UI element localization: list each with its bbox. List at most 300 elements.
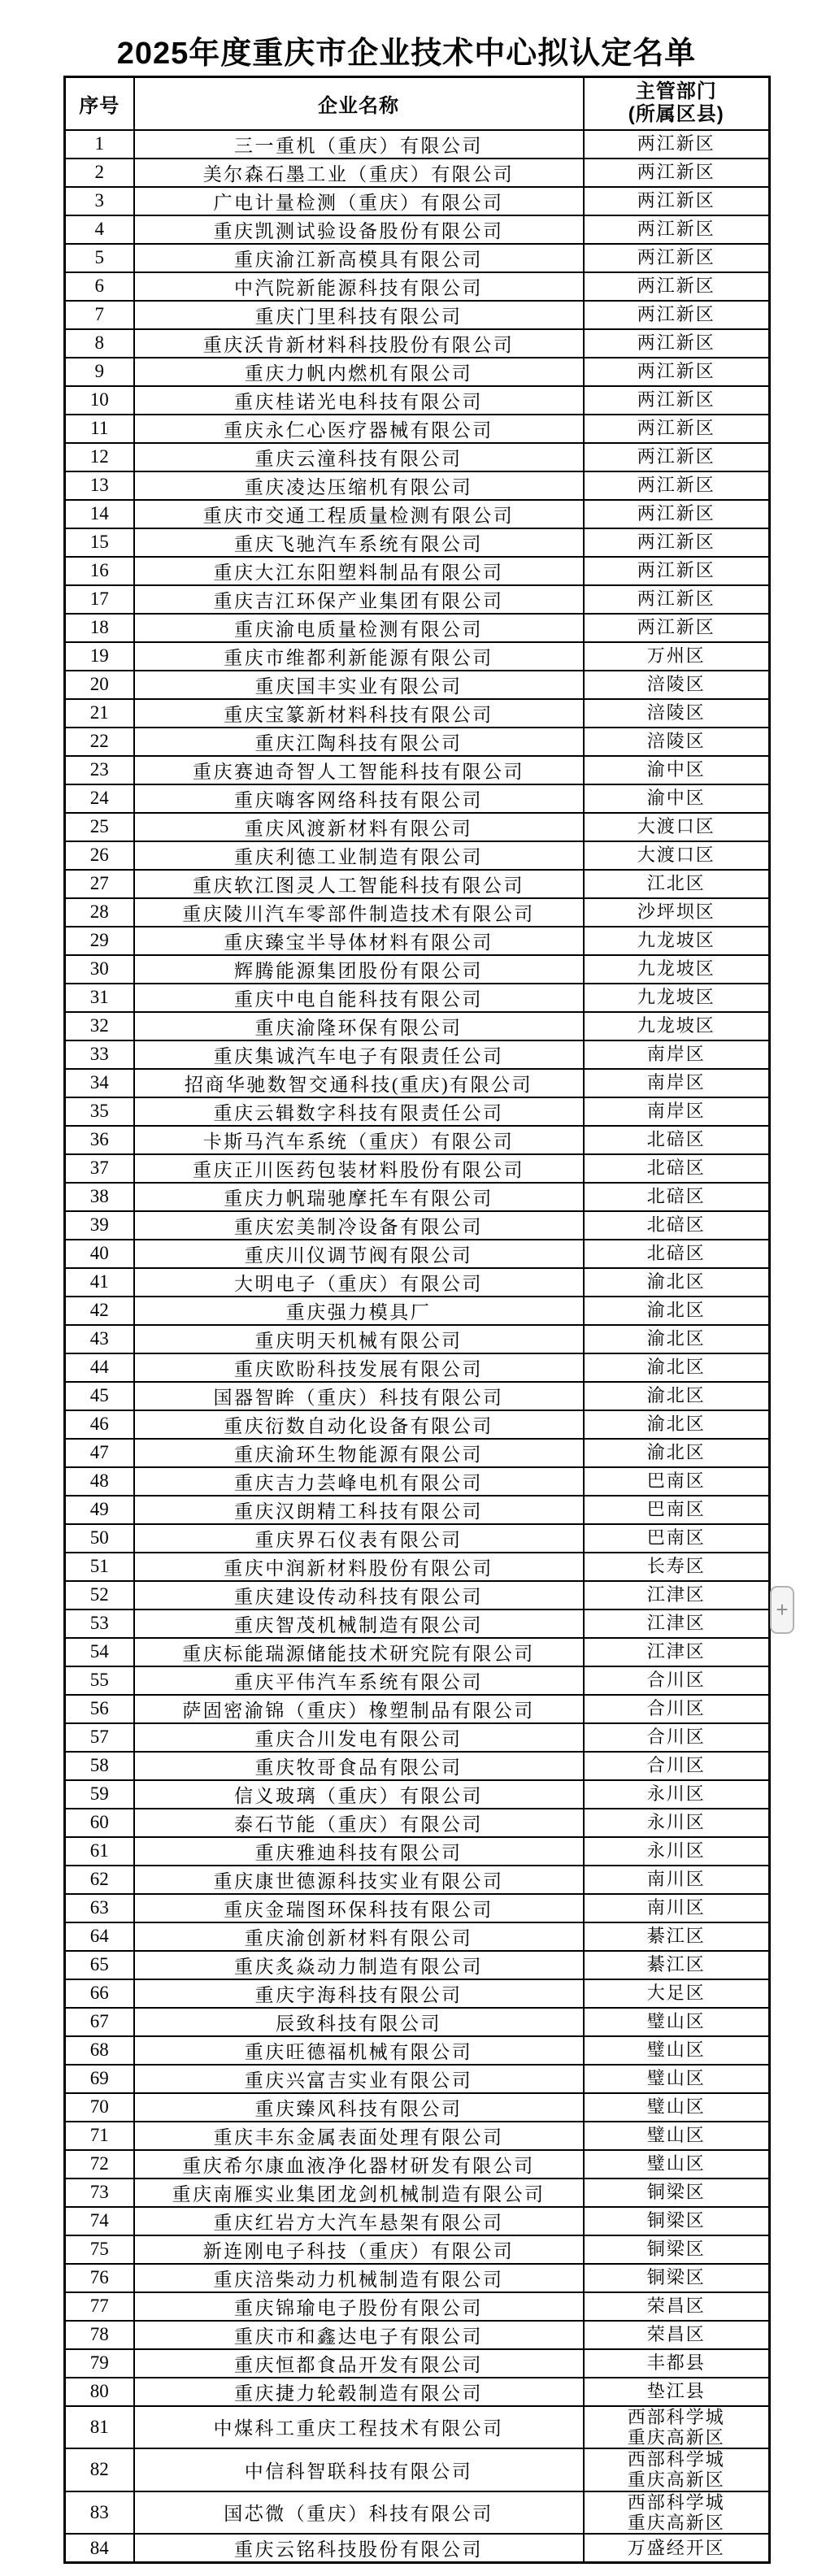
row-company-name: 重庆臻宝半导体材料有限公司 xyxy=(134,927,584,955)
row-company-name: 重庆欧盼科技发展有限公司 xyxy=(134,1353,584,1382)
table-row xyxy=(65,642,770,671)
table-row xyxy=(65,2534,770,2563)
row-district: 涪陵区 xyxy=(584,728,770,756)
row-company-name: 重庆锦瑜电子股份有限公司 xyxy=(134,2292,584,2321)
row-district: 两江新区 xyxy=(584,471,770,500)
row-district: 两江新区 xyxy=(584,301,770,329)
row-seq: 23 xyxy=(65,756,134,784)
row-seq: 39 xyxy=(65,1211,134,1240)
row-company-name: 重庆陵川汽车零部件制造技术有限公司 xyxy=(134,898,584,927)
row-seq: 38 xyxy=(65,1183,134,1211)
row-district: 两江新区 xyxy=(584,585,770,614)
row-seq: 54 xyxy=(65,1638,134,1666)
row-company-name: 重庆希尔康血液净化器材研发有限公司 xyxy=(134,2150,584,2179)
row-seq: 59 xyxy=(65,1780,134,1809)
row-seq: 27 xyxy=(65,870,134,898)
row-company-name: 重庆川仪调节阀有限公司 xyxy=(134,1240,584,1268)
table-row xyxy=(65,2093,770,2122)
row-company-name: 三一重机（重庆）有限公司 xyxy=(134,130,584,159)
table-row xyxy=(65,386,770,415)
row-company-name: 重庆风渡新材料有限公司 xyxy=(134,813,584,841)
row-seq: 65 xyxy=(65,1951,134,1979)
row-company-name: 重庆沃肯新材料科技股份有限公司 xyxy=(134,329,584,358)
row-district-line: 重庆高新区 xyxy=(627,2470,725,2491)
row-seq: 4 xyxy=(65,215,134,244)
row-company-name: 重庆标能瑞源储能技术研究院有限公司 xyxy=(134,1638,584,1666)
row-company-name: 重庆大江东阳塑料制品有限公司 xyxy=(134,557,584,585)
row-district: 北碚区 xyxy=(584,1211,770,1240)
row-company-name: 重庆旺德福机械有限公司 xyxy=(134,2036,584,2065)
row-company-name: 重庆兴富吉实业有限公司 xyxy=(134,2065,584,2093)
row-company-name: 重庆宏美制冷设备有限公司 xyxy=(134,1211,584,1240)
row-company-name: 重庆云辑数字科技有限责任公司 xyxy=(134,1097,584,1126)
table-row xyxy=(65,187,770,215)
row-company-name: 重庆软江图灵人工智能科技有限公司 xyxy=(134,870,584,898)
table-row xyxy=(65,756,770,784)
row-company-name: 重庆桂诺光电科技有限公司 xyxy=(134,386,584,415)
row-seq: 40 xyxy=(65,1240,134,1268)
row-seq: 56 xyxy=(65,1695,134,1723)
row-seq: 2 xyxy=(65,159,134,187)
row-district xyxy=(584,2491,770,2535)
row-district: 两江新区 xyxy=(584,215,770,244)
table-row xyxy=(65,813,770,841)
row-seq: 53 xyxy=(65,1609,134,1638)
row-seq: 47 xyxy=(65,1439,134,1467)
row-seq: 63 xyxy=(65,1894,134,1922)
row-district: 九龙坡区 xyxy=(584,984,770,1012)
row-district: 渝北区 xyxy=(584,1410,770,1439)
row-seq: 1 xyxy=(65,130,134,159)
row-seq: 36 xyxy=(65,1126,134,1154)
row-seq: 44 xyxy=(65,1353,134,1382)
table-row xyxy=(65,443,770,471)
table-row xyxy=(65,2321,770,2349)
row-seq: 61 xyxy=(65,1837,134,1866)
table-row xyxy=(65,671,770,699)
row-company-name: 重庆宝篆新材料科技有限公司 xyxy=(134,699,584,728)
row-district: 垫江县 xyxy=(584,2378,770,2406)
row-district: 两江新区 xyxy=(584,557,770,585)
row-company-name: 重庆平伟汽车系统有限公司 xyxy=(134,1666,584,1695)
row-district: 两江新区 xyxy=(584,272,770,301)
row-company-name: 重庆云潼科技有限公司 xyxy=(134,443,584,471)
row-seq: 52 xyxy=(65,1581,134,1609)
table-row xyxy=(65,415,770,443)
table-row xyxy=(65,614,770,642)
row-district: 南川区 xyxy=(584,1894,770,1922)
row-seq: 48 xyxy=(65,1467,134,1496)
row-district: 北碚区 xyxy=(584,1154,770,1183)
table-row xyxy=(65,1780,770,1809)
row-seq: 19 xyxy=(65,642,134,671)
row-seq: 55 xyxy=(65,1666,134,1695)
row-company-name: 广电计量检测（重庆）有限公司 xyxy=(134,187,584,215)
row-district: 渝北区 xyxy=(584,1439,770,1467)
row-company-name: 信义玻璃（重庆）有限公司 xyxy=(134,1780,584,1809)
row-district: 渝北区 xyxy=(584,1382,770,1410)
row-district: 渝中区 xyxy=(584,784,770,813)
row-district: 璧山区 xyxy=(584,2122,770,2150)
row-seq: 58 xyxy=(65,1752,134,1780)
row-seq: 8 xyxy=(65,329,134,358)
table-row xyxy=(65,2292,770,2321)
table-row xyxy=(65,898,770,927)
row-seq: 31 xyxy=(65,984,134,1012)
row-seq: 5 xyxy=(65,244,134,272)
table-row xyxy=(65,1240,770,1268)
company-table xyxy=(63,76,771,2564)
table-row xyxy=(65,1097,770,1126)
table-row xyxy=(65,1268,770,1297)
row-district: 荣昌区 xyxy=(584,2292,770,2321)
table-row xyxy=(65,2207,770,2235)
row-district: 铜梁区 xyxy=(584,2264,770,2292)
row-district: 璧山区 xyxy=(584,2150,770,2179)
row-company-name: 重庆中电自能科技有限公司 xyxy=(134,984,584,1012)
table-row xyxy=(65,1553,770,1581)
row-company-name: 重庆国丰实业有限公司 xyxy=(134,671,584,699)
row-seq: 66 xyxy=(65,1979,134,2008)
row-seq: 18 xyxy=(65,614,134,642)
row-seq: 9 xyxy=(65,358,134,386)
row-district-line: 西部科学城 xyxy=(627,2406,725,2427)
table-row xyxy=(65,2150,770,2179)
row-company-name: 重庆捷力轮毂制造有限公司 xyxy=(134,2378,584,2406)
header-seq: 序号 xyxy=(65,77,134,130)
row-seq: 17 xyxy=(65,585,134,614)
row-company-name: 重庆渝环生物能源有限公司 xyxy=(134,1439,584,1467)
row-district: 两江新区 xyxy=(584,187,770,215)
row-company-name: 重庆门里科技有限公司 xyxy=(134,301,584,329)
row-seq: 14 xyxy=(65,500,134,528)
row-seq: 70 xyxy=(65,2093,134,2122)
row-company-name: 重庆凌达压缩机有限公司 xyxy=(134,471,584,500)
row-district: 南岸区 xyxy=(584,1069,770,1097)
table-row xyxy=(65,585,770,614)
row-district xyxy=(584,2406,770,2449)
row-district: 渝北区 xyxy=(584,1353,770,1382)
row-seq: 57 xyxy=(65,1723,134,1752)
row-district: 渝北区 xyxy=(584,1325,770,1353)
row-district: 璧山区 xyxy=(584,2008,770,2036)
row-district: 綦江区 xyxy=(584,1951,770,1979)
header-department-line1: 主管部门 xyxy=(635,80,717,102)
row-seq: 72 xyxy=(65,2150,134,2179)
table-row xyxy=(65,1211,770,1240)
row-district: 两江新区 xyxy=(584,358,770,386)
row-district: 巴南区 xyxy=(584,1496,770,1524)
row-seq: 78 xyxy=(65,2321,134,2349)
row-district: 万盛经开区 xyxy=(584,2534,770,2563)
row-district: 巴南区 xyxy=(584,1467,770,1496)
row-district: 荣昌区 xyxy=(584,2321,770,2349)
row-seq: 43 xyxy=(65,1325,134,1353)
row-seq: 34 xyxy=(65,1069,134,1097)
row-seq: 12 xyxy=(65,443,134,471)
row-company-name: 国芯微（重庆）科技有限公司 xyxy=(134,2491,584,2535)
row-district: 铜梁区 xyxy=(584,2179,770,2207)
row-district: 永川区 xyxy=(584,1837,770,1866)
row-seq: 71 xyxy=(65,2122,134,2150)
row-seq: 75 xyxy=(65,2235,134,2264)
table-body xyxy=(65,130,770,2563)
row-district: 两江新区 xyxy=(584,244,770,272)
row-seq: 62 xyxy=(65,1866,134,1894)
row-seq: 60 xyxy=(65,1809,134,1837)
row-seq: 33 xyxy=(65,1040,134,1069)
row-district: 渝北区 xyxy=(584,1268,770,1297)
table-row xyxy=(65,2065,770,2093)
row-district: 綦江区 xyxy=(584,1922,770,1951)
row-seq: 7 xyxy=(65,301,134,329)
table-row xyxy=(65,130,770,159)
row-company-name: 重庆恒都食品开发有限公司 xyxy=(134,2349,584,2378)
row-company-name: 中煤科工重庆工程技术有限公司 xyxy=(134,2406,584,2449)
table-header xyxy=(65,77,770,130)
row-district: 合川区 xyxy=(584,1723,770,1752)
table-row xyxy=(65,301,770,329)
row-seq: 77 xyxy=(65,2292,134,2321)
row-district: 渝北区 xyxy=(584,1297,770,1325)
row-district: 合川区 xyxy=(584,1695,770,1723)
header-department xyxy=(584,77,770,130)
table-row xyxy=(65,2122,770,2150)
table-row xyxy=(65,984,770,1012)
row-seq: 64 xyxy=(65,1922,134,1951)
row-company-name: 重庆智茂机械制造有限公司 xyxy=(134,1609,584,1638)
row-company-name: 重庆金瑞图环保科技有限公司 xyxy=(134,1894,584,1922)
row-district: 合川区 xyxy=(584,1666,770,1695)
row-seq: 84 xyxy=(65,2534,134,2563)
row-seq: 79 xyxy=(65,2349,134,2378)
row-district: 南岸区 xyxy=(584,1040,770,1069)
row-district: 巴南区 xyxy=(584,1524,770,1553)
row-district: 两江新区 xyxy=(584,528,770,557)
row-seq: 3 xyxy=(65,187,134,215)
row-district: 璧山区 xyxy=(584,2093,770,2122)
row-district: 九龙坡区 xyxy=(584,955,770,984)
table-row xyxy=(65,1496,770,1524)
table-row xyxy=(65,955,770,984)
row-seq: 83 xyxy=(65,2491,134,2535)
row-company-name: 重庆牧哥食品有限公司 xyxy=(134,1752,584,1780)
row-district: 沙坪坝区 xyxy=(584,898,770,927)
row-company-name: 重庆市维都利新能源有限公司 xyxy=(134,642,584,671)
row-seq: 82 xyxy=(65,2448,134,2491)
row-district: 江津区 xyxy=(584,1638,770,1666)
row-company-name: 重庆建设传动科技有限公司 xyxy=(134,1581,584,1609)
row-district: 丰都县 xyxy=(584,2349,770,2378)
row-seq: 37 xyxy=(65,1154,134,1183)
row-company-name: 新连刚电子科技（重庆）有限公司 xyxy=(134,2235,584,2264)
header-department-line2: (所属区县) xyxy=(628,103,724,126)
row-company-name: 重庆市交通工程质量检测有限公司 xyxy=(134,500,584,528)
row-district: 两江新区 xyxy=(584,614,770,642)
row-company-name: 重庆云铭科技股份有限公司 xyxy=(134,2534,584,2563)
table-row xyxy=(65,1866,770,1894)
row-company-name: 重庆雅迪科技有限公司 xyxy=(134,1837,584,1866)
table-row xyxy=(65,1410,770,1439)
table-row xyxy=(65,1752,770,1780)
header-row xyxy=(65,77,770,130)
row-seq: 46 xyxy=(65,1410,134,1439)
table-row xyxy=(65,870,770,898)
table-row xyxy=(65,1581,770,1609)
row-company-name: 重庆明天机械有限公司 xyxy=(134,1325,584,1353)
row-company-name: 萨固密渝锦（重庆）橡塑制品有限公司 xyxy=(134,1695,584,1723)
row-company-name: 重庆渝电质量检测有限公司 xyxy=(134,614,584,642)
row-district: 北碚区 xyxy=(584,1183,770,1211)
page-title: 2025年度重庆市企业技术中心拟认定名单 xyxy=(116,37,697,71)
table-row xyxy=(65,471,770,500)
table-row xyxy=(65,528,770,557)
row-company-name: 重庆渝创新材料有限公司 xyxy=(134,1922,584,1951)
table-row xyxy=(65,2378,770,2406)
row-district: 大足区 xyxy=(584,1979,770,2008)
row-company-name: 重庆江陶科技有限公司 xyxy=(134,728,584,756)
table-row xyxy=(65,272,770,301)
row-company-name: 重庆界石仪表有限公司 xyxy=(134,1524,584,1553)
row-company-name: 重庆丰东金属表面处理有限公司 xyxy=(134,2122,584,2150)
row-seq: 80 xyxy=(65,2378,134,2406)
table-row xyxy=(65,215,770,244)
row-company-name: 重庆涪柴动力机械制造有限公司 xyxy=(134,2264,584,2292)
row-seq: 21 xyxy=(65,699,134,728)
table-row xyxy=(65,1297,770,1325)
table-row xyxy=(65,1979,770,2008)
table-row xyxy=(65,1609,770,1638)
row-seq: 22 xyxy=(65,728,134,756)
row-company-name: 重庆渝江新高模具有限公司 xyxy=(134,244,584,272)
row-company-name: 中汽院新能源科技有限公司 xyxy=(134,272,584,301)
table-row xyxy=(65,1723,770,1752)
row-seq: 50 xyxy=(65,1524,134,1553)
table-row xyxy=(65,1154,770,1183)
table-row xyxy=(65,1069,770,1097)
row-district: 永川区 xyxy=(584,1780,770,1809)
table-row xyxy=(65,557,770,585)
row-district: 九龙坡区 xyxy=(584,1012,770,1040)
row-district: 两江新区 xyxy=(584,159,770,187)
row-company-name: 重庆臻风科技有限公司 xyxy=(134,2093,584,2122)
table-row xyxy=(65,1467,770,1496)
row-seq: 68 xyxy=(65,2036,134,2065)
row-company-name: 国器智眸（重庆）科技有限公司 xyxy=(134,1382,584,1410)
row-company-name: 重庆凯测试验设备股份有限公司 xyxy=(134,215,584,244)
row-seq: 30 xyxy=(65,955,134,984)
row-seq: 76 xyxy=(65,2264,134,2292)
row-district: 九龙坡区 xyxy=(584,927,770,955)
row-company-name: 重庆正川医药包装材料股份有限公司 xyxy=(134,1154,584,1183)
plus-icon: + xyxy=(776,1597,789,1622)
table-row xyxy=(65,1922,770,1951)
row-seq: 42 xyxy=(65,1297,134,1325)
row-seq: 51 xyxy=(65,1553,134,1581)
row-company-name: 重庆强力模具厂 xyxy=(134,1297,584,1325)
row-company-name: 美尔森石墨工业（重庆）有限公司 xyxy=(134,159,584,187)
row-seq: 74 xyxy=(65,2207,134,2235)
table-row xyxy=(65,1837,770,1866)
row-district: 铜梁区 xyxy=(584,2207,770,2235)
table-row xyxy=(65,1638,770,1666)
table-row xyxy=(65,2491,770,2535)
row-seq: 16 xyxy=(65,557,134,585)
row-company-name: 重庆吉力芸峰电机有限公司 xyxy=(134,1467,584,1496)
row-company-name: 重庆汉朗精工科技有限公司 xyxy=(134,1496,584,1524)
row-company-name: 辰致科技有限公司 xyxy=(134,2008,584,2036)
row-company-name: 重庆炙焱动力制造有限公司 xyxy=(134,1951,584,1979)
row-company-name: 重庆集诚汽车电子有限责任公司 xyxy=(134,1040,584,1069)
row-company-name: 重庆嗨客网络科技有限公司 xyxy=(134,784,584,813)
table-row xyxy=(65,2349,770,2378)
table-row xyxy=(65,244,770,272)
row-district: 两江新区 xyxy=(584,386,770,415)
row-district: 万州区 xyxy=(584,642,770,671)
table-row xyxy=(65,699,770,728)
row-seq: 11 xyxy=(65,415,134,443)
row-company-name: 重庆永仁心医疗器械有限公司 xyxy=(134,415,584,443)
table-row xyxy=(65,927,770,955)
row-seq: 35 xyxy=(65,1097,134,1126)
row-district: 两江新区 xyxy=(584,415,770,443)
table-row xyxy=(65,728,770,756)
row-district: 两江新区 xyxy=(584,443,770,471)
table-row xyxy=(65,1666,770,1695)
row-district: 渝中区 xyxy=(584,756,770,784)
row-seq: 41 xyxy=(65,1268,134,1297)
row-seq: 73 xyxy=(65,2179,134,2207)
table-row xyxy=(65,2264,770,2292)
row-district: 南岸区 xyxy=(584,1097,770,1126)
row-company-name: 重庆力帆内燃机有限公司 xyxy=(134,358,584,386)
table-row xyxy=(65,1012,770,1040)
header-company-name: 企业名称 xyxy=(134,77,584,130)
row-district: 大渡口区 xyxy=(584,813,770,841)
row-district: 涪陵区 xyxy=(584,699,770,728)
table-row xyxy=(65,1809,770,1837)
row-district: 两江新区 xyxy=(584,329,770,358)
row-company-name: 招商华驰数智交通科技(重庆)有限公司 xyxy=(134,1069,584,1097)
table-row xyxy=(65,784,770,813)
row-district: 璧山区 xyxy=(584,2065,770,2093)
table-row xyxy=(65,2179,770,2207)
table-row xyxy=(65,1951,770,1979)
zoom-plus-button[interactable] xyxy=(770,1586,794,1634)
row-district: 北碚区 xyxy=(584,1126,770,1154)
row-company-name: 重庆中润新材料股份有限公司 xyxy=(134,1553,584,1581)
table-row xyxy=(65,2036,770,2065)
row-company-name: 重庆合川发电有限公司 xyxy=(134,1723,584,1752)
row-seq: 6 xyxy=(65,272,134,301)
row-company-name: 重庆飞驰汽车系统有限公司 xyxy=(134,528,584,557)
table-row xyxy=(65,1183,770,1211)
row-seq: 32 xyxy=(65,1012,134,1040)
row-company-name: 卡斯马汽车系统（重庆）有限公司 xyxy=(134,1126,584,1154)
row-seq: 13 xyxy=(65,471,134,500)
table-row xyxy=(65,1382,770,1410)
row-company-name: 重庆南雁实业集团龙剑机械制造有限公司 xyxy=(134,2179,584,2207)
row-seq: 25 xyxy=(65,813,134,841)
row-company-name: 重庆市和鑫达电子有限公司 xyxy=(134,2321,584,2349)
row-seq: 81 xyxy=(65,2406,134,2449)
row-seq: 10 xyxy=(65,386,134,415)
row-district-line: 重庆高新区 xyxy=(627,2512,725,2533)
row-district xyxy=(584,2448,770,2491)
row-company-name: 泰石节能（重庆）有限公司 xyxy=(134,1809,584,1837)
table-row xyxy=(65,2448,770,2491)
row-company-name: 重庆渝隆环保有限公司 xyxy=(134,1012,584,1040)
